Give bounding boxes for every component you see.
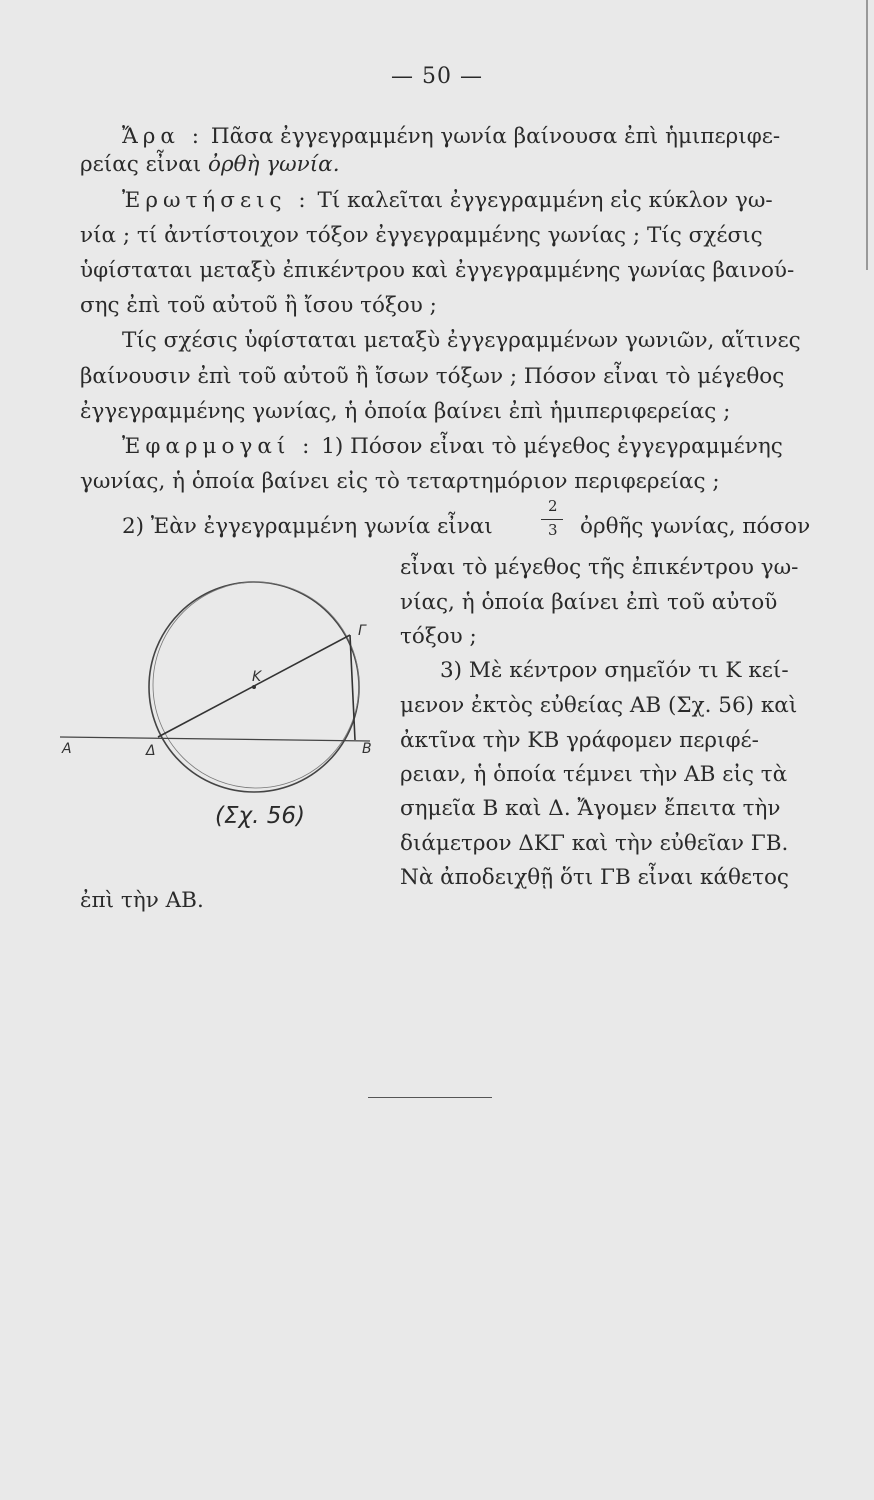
questions-line-3: ὑφίσταται μεταξὺ ἐπικέντρου καὶ ἐγγεγραμμένης γωνίας βαινού- <box>80 258 795 283</box>
fraction-bar <box>541 519 563 520</box>
label-b: Β <box>362 741 372 757</box>
questions-para2-line-3: ἐγγεγραμμένης γωνίας, ἡ ὁποία βαίνει ἐπὶ ἡμιπεριφερείας ; <box>80 399 731 424</box>
applications-label: Ἐφαρμογαί : <box>122 434 315 459</box>
question2-line-3: νίας, ἡ ὁποία βαίνει ἐπὶ τοῦ αὐτοῦ <box>400 590 778 615</box>
question2-line-2: εἶναι τὸ μέγεθος τῆς ἐπικέντρου γω- <box>400 555 799 580</box>
question3-line-7: Νὰ ἀποδειχθῇ ὅτι ΓΒ εἶναι κάθετος <box>400 865 789 890</box>
question2-end: ὀρθῆς γωνίας, πόσον <box>580 514 811 539</box>
applications-text-1: 1) Πόσον εἶναι τὸ μέγεθος ἐγγεγραμμένης <box>321 434 783 459</box>
label-gamma: Γ <box>358 623 366 639</box>
questions-text-1: Τί καλεῖται ἐγγεγραμμένη εἰς κύκλον γω- <box>317 188 773 213</box>
ara-text: Πᾶσα ἐγγεγραμμένη γωνία βαίνουσα ἐπὶ ἡμιπεριφε- <box>210 124 781 149</box>
label-k: Κ <box>252 669 262 685</box>
question3-line-6: διάμετρον ΔΚΓ καὶ τὴν εὐθεῖαν ΓΒ. <box>400 831 789 856</box>
applications-line-1 <box>122 432 783 462</box>
questions-para2-line-1: Τίς σχέσις ὑφίσταται μεταξὺ ἐγγεγραμμένων γωνιῶν, αἵτινες <box>122 328 801 353</box>
page-number: — 50 — <box>391 64 483 89</box>
question3-line-1: 3) Μὲ κέντρον σημεῖόν τι Κ κεί- <box>440 658 789 683</box>
ara-emphasis: ὀρθὴ γωνία. <box>208 152 340 177</box>
question3-line-5: σημεῖα Β καὶ Δ. Ἄγομεν ἔπειτα τὴν <box>400 796 781 821</box>
ara-label: Ἄρα : <box>122 124 205 149</box>
figure-56-diagram <box>60 575 380 805</box>
question3-line-3: ἀκτῖνα τὴν ΚΒ γράφομεν περιφέ- <box>400 728 759 753</box>
line-ab <box>60 737 370 741</box>
label-delta: Δ <box>146 743 156 759</box>
ara-line2-text: ρείας εἶναι <box>80 152 202 177</box>
bottom-rule <box>368 1097 492 1098</box>
ara-line-1 <box>122 122 780 152</box>
figure-caption: (Σχ. 56) <box>215 803 305 829</box>
label-a: Α <box>62 741 72 757</box>
question3-line-4: ρειαν, ἡ ὁποία τέμνει τὴν ΑΒ εἰς τὰ <box>400 762 788 787</box>
questions-line-4: σης ἐπὶ τοῦ αὐτοῦ ἢ ἴσου τόξου ; <box>80 293 437 318</box>
question2-start: 2) Ἐὰν ἐγγεγραμμένη γωνία εἶναι <box>122 514 493 539</box>
question3-end: ἐπὶ τὴν ΑΒ. <box>80 888 204 913</box>
applications-line-2: γωνίας, ἡ ὁποία βαίνει εἰς τὸ τεταρτημόριον περιφερείας ; <box>80 469 720 494</box>
questions-label: Ἐρωτήσεις : <box>122 188 311 213</box>
center-point <box>252 685 256 689</box>
question3-line-2: μενον ἐκτὸς εὐθείας ΑΒ (Σχ. 56) καὶ <box>400 693 798 718</box>
questions-para2-line-2: βαίνουσιν ἐπὶ τοῦ αὐτοῦ ἢ ἴσων τόξων ; Πόσον εἶναι τὸ μέγεθος <box>80 364 785 389</box>
questions-line-2: νία ; τί ἀντίστοιχον τόξον ἐγγεγραμμένης γωνίας ; Τίς σχέσις <box>80 223 763 248</box>
question2-line-4: τόξου ; <box>400 624 477 649</box>
page-edge <box>866 0 868 270</box>
questions-line-1 <box>122 186 773 216</box>
fraction-denominator: 3 <box>548 521 558 539</box>
ara-line-2 <box>80 150 340 180</box>
fraction-numerator: 2 <box>548 497 558 515</box>
